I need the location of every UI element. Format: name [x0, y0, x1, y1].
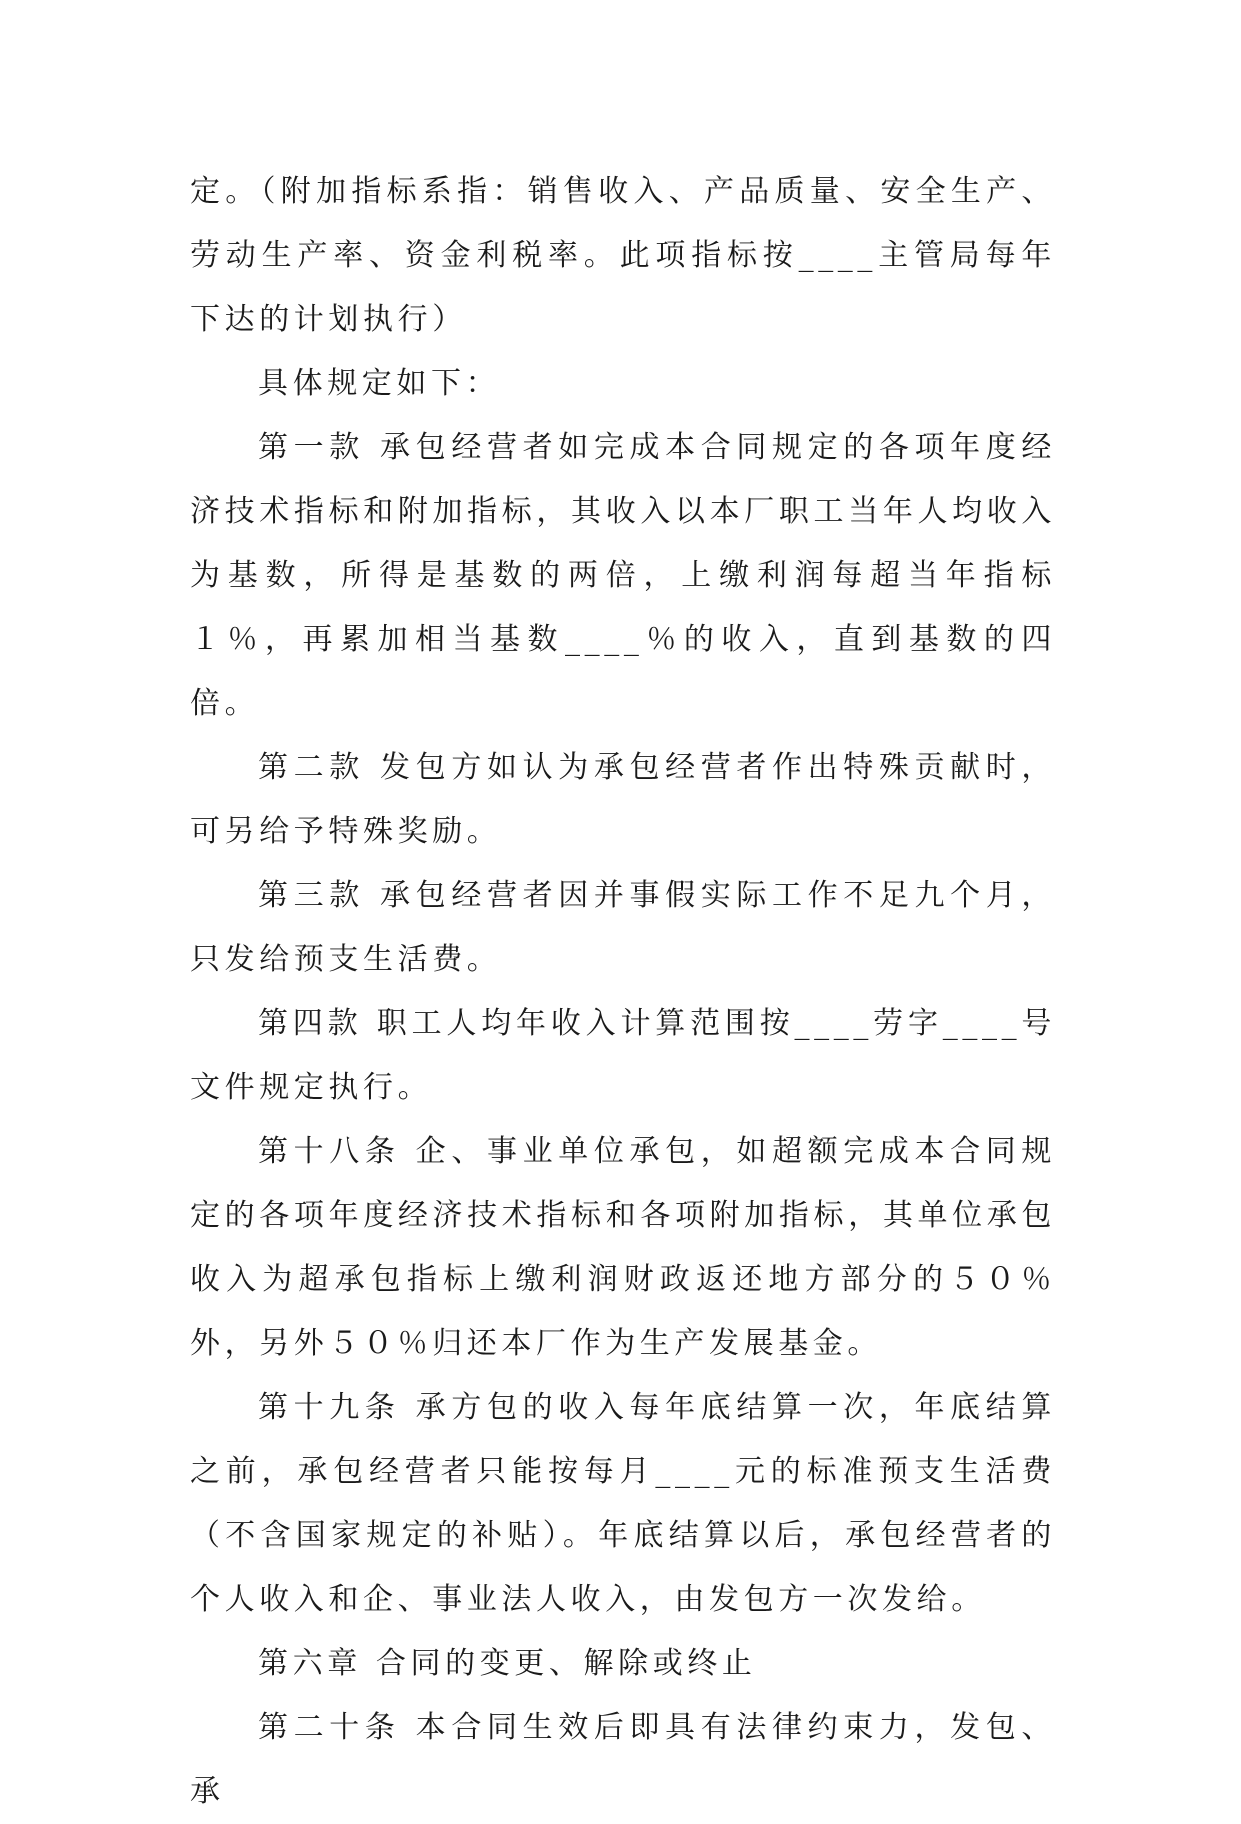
paragraph-6: 第四款 职工人均年收入计算范围按____劳字____号文件规定执行。 [190, 1006, 1056, 1105]
paragraph-8: 第十九条 承方包的收入每年底结算一次，年底结算之前，承包经营者只能按每月____元的标准预支生活费（不含国家规定的补贴）。年底结算以后，承包经营者的个人收入和企、事业法人收入，由发包方一次发给。 [190, 1390, 1056, 1617]
paragraph-1: 定。（附加指标系指：销售收入、产品质量、安全生产、劳动生产率、资金利税率。此项指标按____主管局每年下达的计划执行） [190, 174, 1056, 337]
paragraph-7: 第十八条 企、事业单位承包，如超额完成本合同规定的各项年度经济技术指标和各项附加指标，其单位承包收入为超承包指标上缴利润财政返还地方部分的５０％外，另外５０％归还本厂作为生产发展基金。 [190, 1134, 1056, 1361]
paragraph-4: 第二款 发包方如认为承包经营者作出特殊贡献时，可另给予特殊奖励。 [190, 750, 1056, 849]
paragraph-5: 第三款 承包经营者因并事假实际工作不足九个月，只发给预支生活费。 [190, 878, 1056, 977]
document-body [190, 160, 1056, 1824]
paragraph-10: 第二十条 本合同生效后即具有法律约束力，发包、承 [190, 1710, 1056, 1809]
paragraph-3: 第一款 承包经营者如完成本合同规定的各项年度经济技术指标和附加指标，其收入以本厂职工当年人均收入为基数，所得是基数的两倍，上缴利润每超当年指标１％，再累加相当基数____％的收入，直到基数的四倍。 [190, 430, 1056, 721]
chapter-heading: 第六章 合同的变更、解除或终止 [258, 1646, 757, 1681]
paragraph-2: 具体规定如下： [258, 366, 501, 401]
